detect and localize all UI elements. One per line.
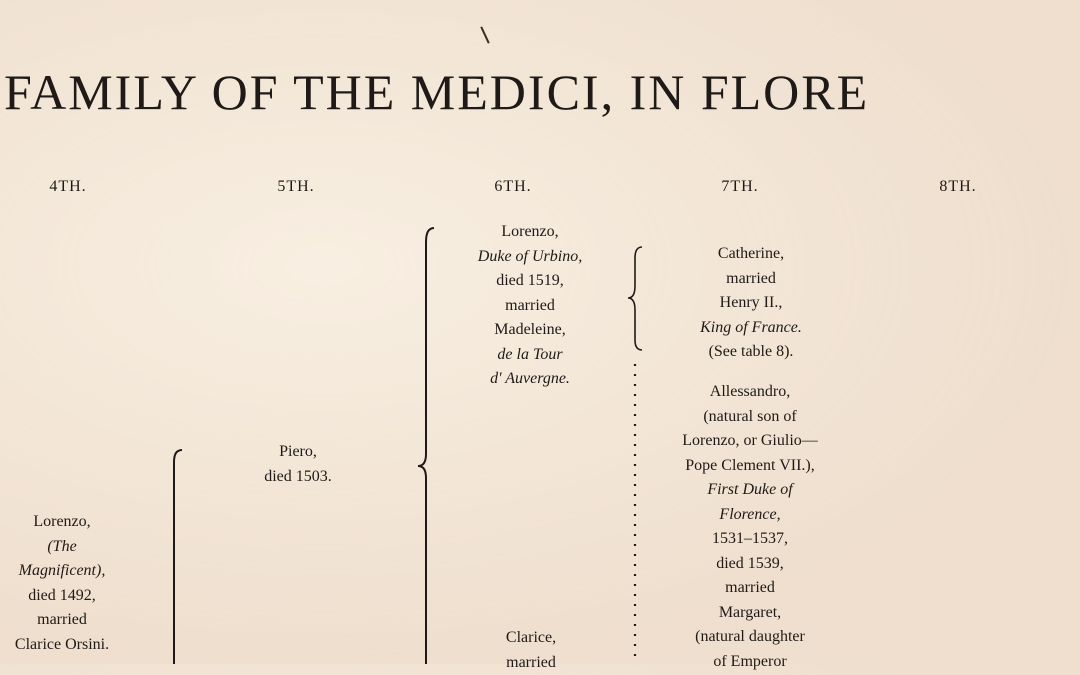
generation-5-header: 5TH. bbox=[277, 178, 315, 195]
generation-8-header: 8TH. bbox=[939, 178, 977, 195]
bracket-lorenzo-children bbox=[174, 450, 182, 664]
generation-6-header: 6TH. bbox=[494, 178, 532, 195]
person-piero: Piero, died 1503. bbox=[264, 443, 332, 485]
bracket-urbino-children bbox=[628, 247, 642, 350]
person-catherine: Catherine, married Henry II., King of France. (See table 8). bbox=[700, 245, 802, 360]
bracket-piero-children bbox=[418, 228, 434, 664]
generation-4-header: 4TH. bbox=[49, 178, 87, 195]
person-clarice: Clarice, married bbox=[505, 629, 557, 671]
person-allessandro: Allessandro, (natural son of Lorenzo, or Giulio— Pope Clement VII.), First Duke of Florence, 1531–1537, died 1539, married Margaret, (natural daughter of Emperor bbox=[682, 383, 818, 670]
person-lorenzo-urbino: Lorenzo, Duke of Urbino, died 1519, married Madeleine, de la Tour d' Auvergne. bbox=[477, 223, 583, 387]
generation-7-header: 7TH. bbox=[721, 178, 759, 195]
person-lorenzo-magnificent: Lorenzo, (The Magnificent), died 1492, married Clarice Orsini. bbox=[14, 513, 110, 653]
page-title: FAMILY OF THE MEDICI, IN FLORE bbox=[4, 64, 870, 120]
